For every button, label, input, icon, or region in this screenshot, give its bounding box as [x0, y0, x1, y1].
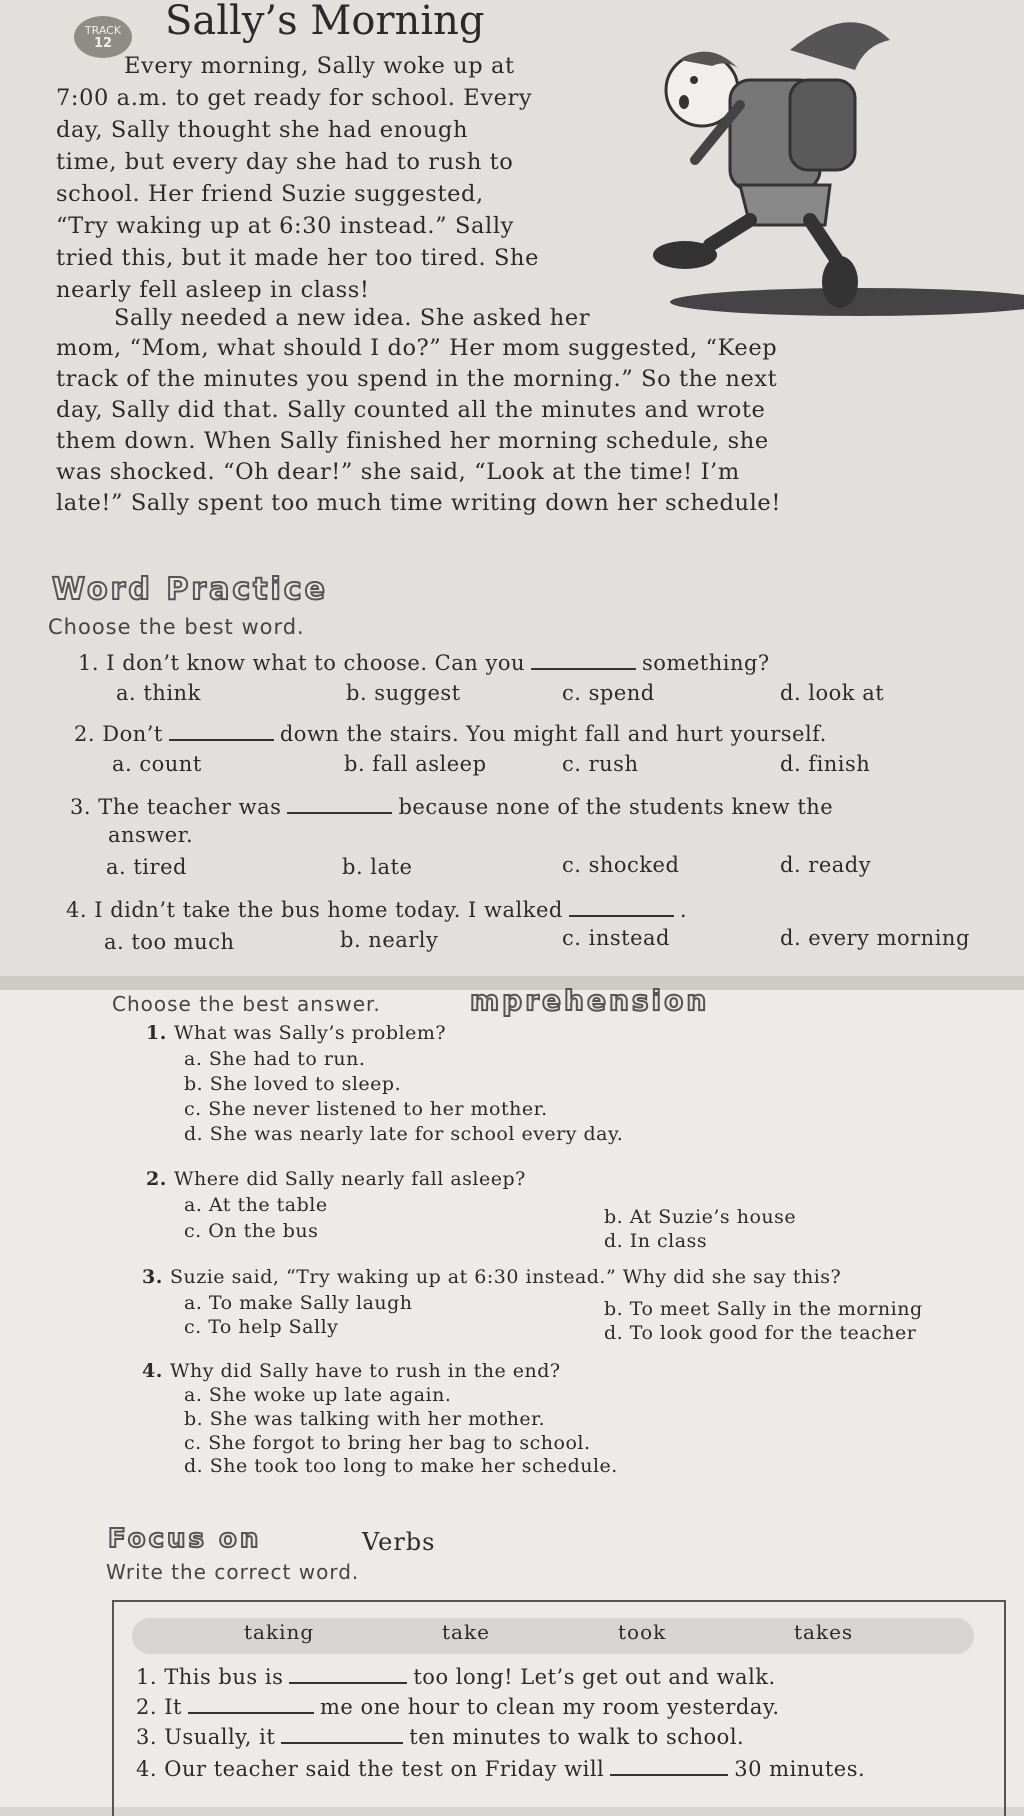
- verb-sentence-1: 1. This bus is too long! Let’s get out and walk.: [136, 1665, 776, 1689]
- track-badge-icon: TRACK 12: [74, 16, 132, 58]
- focus-instruction: Write the correct word.: [106, 1560, 360, 1584]
- story-line: tried this, but it made her too tired. She: [56, 245, 539, 271]
- answer-option[interactable]: c. She forgot to bring her bag to school.: [184, 1432, 591, 1454]
- story-line: time, but every day she had to rush to: [56, 149, 514, 175]
- answer-option[interactable]: d. She was nearly late for school every day.: [184, 1123, 624, 1145]
- answer-option[interactable]: b. To meet Sally in the morning: [604, 1298, 923, 1320]
- answer-option[interactable]: b. She was talking with her mother.: [184, 1408, 546, 1430]
- story-line: track of the minutes you spend in the morning.” So the next: [56, 366, 778, 392]
- verb-sentence-4: 4. Our teacher said the test on Friday will 30 minutes.: [136, 1757, 866, 1781]
- story-line: school. Her friend Suzie suggested,: [56, 181, 484, 207]
- answer-option[interactable]: a. To make Sally laugh: [184, 1292, 413, 1314]
- comprehension-question-1: 1. What was Sally’s problem?: [146, 1022, 447, 1044]
- answer-blank[interactable]: [289, 1664, 407, 1684]
- option[interactable]: c. spend: [562, 681, 655, 705]
- answer-option[interactable]: b. She loved to sleep.: [184, 1073, 402, 1095]
- story-line: nearly fell asleep in class!: [56, 277, 370, 303]
- story-line: day, Sally did that. Sally counted all the minutes and wrote: [56, 397, 766, 423]
- answer-option[interactable]: b. At Suzie’s house: [604, 1206, 797, 1228]
- word-bank-item[interactable]: taking: [244, 1620, 315, 1644]
- story-line: “Try waking up at 6:30 instead.” Sally: [56, 213, 514, 239]
- word-practice-instruction: Choose the best word.: [48, 615, 305, 639]
- option[interactable]: b. suggest: [346, 681, 461, 705]
- story-line: 7:00 a.m. to get ready for school. Every: [56, 85, 533, 111]
- focus-topic: Verbs: [362, 1528, 436, 1556]
- story-line: them down. When Sally finished her morning schedule, she: [56, 428, 769, 454]
- answer-blank[interactable]: [287, 794, 392, 814]
- answer-blank[interactable]: [188, 1694, 314, 1714]
- word-practice-heading: Word Practice: [52, 572, 328, 607]
- comprehension-question-4: 4. Why did Sally have to rush in the end?: [142, 1360, 561, 1382]
- answer-blank[interactable]: [281, 1724, 403, 1744]
- option[interactable]: d. ready: [780, 853, 872, 877]
- option[interactable]: c. rush: [562, 752, 639, 776]
- answer-blank[interactable]: [531, 650, 636, 670]
- comprehension-question-3: 3. Suzie said, “Try waking up at 6:30 instead.” Why did she say this?: [142, 1266, 842, 1288]
- answer-option[interactable]: c. She never listened to her mother.: [184, 1098, 548, 1120]
- answer-option[interactable]: c. On the bus: [184, 1220, 319, 1242]
- answer-option[interactable]: c. To help Sally: [184, 1316, 339, 1338]
- word-bank-item[interactable]: takes: [794, 1620, 854, 1644]
- option[interactable]: a. think: [116, 681, 201, 705]
- option[interactable]: c. shocked: [562, 853, 680, 877]
- answer-option[interactable]: d. She took too long to make her schedule.: [184, 1455, 618, 1477]
- answer-option[interactable]: a. She had to run.: [184, 1048, 366, 1070]
- verb-sentence-3: 3. Usually, it ten minutes to walk to school.: [136, 1725, 745, 1749]
- comprehension-instruction: Choose the best answer.: [112, 992, 381, 1016]
- option[interactable]: a. count: [112, 752, 202, 776]
- running-girl-illustration: [640, 10, 1024, 320]
- story-line: day, Sally thought she had enough: [56, 117, 469, 143]
- question-3: 3. The teacher was because none of the students knew the: [70, 795, 834, 819]
- option[interactable]: b. fall asleep: [344, 752, 487, 776]
- story-line: was shocked. “Oh dear!” she said, “Look at the time! I’m: [56, 459, 740, 485]
- comprehension-heading: mprehension: [470, 984, 710, 1017]
- option[interactable]: a. too much: [104, 930, 235, 954]
- option[interactable]: d. look at: [780, 681, 885, 705]
- word-bank-item[interactable]: take: [442, 1620, 490, 1644]
- answer-option[interactable]: a. At the table: [184, 1194, 328, 1216]
- question-2: 2. Don’t down the stairs. You might fall and hurt yourself.: [74, 722, 827, 746]
- word-bank-item[interactable]: took: [618, 1620, 667, 1644]
- answer-option[interactable]: d. In class: [604, 1230, 708, 1252]
- option[interactable]: b. late: [342, 855, 413, 879]
- comprehension-question-2: 2. Where did Sally nearly fall asleep?: [146, 1168, 526, 1190]
- option[interactable]: a. tired: [106, 855, 187, 879]
- lesson-title: Sally’s Morning: [165, 0, 485, 44]
- story-line: Every morning, Sally woke up at: [124, 53, 515, 79]
- story-line: Sally needed a new idea. She asked her: [114, 305, 591, 331]
- option[interactable]: c. instead: [562, 926, 670, 950]
- answer-blank[interactable]: [569, 897, 674, 917]
- answer-blank[interactable]: [610, 1756, 728, 1776]
- answer-blank[interactable]: [169, 721, 274, 741]
- question-3-continued: answer.: [108, 823, 194, 847]
- answer-option[interactable]: d. To look good for the teacher: [604, 1322, 917, 1344]
- answer-option[interactable]: a. She woke up late again.: [184, 1384, 452, 1406]
- option[interactable]: d. every morning: [780, 926, 970, 950]
- verb-sentence-2: 2. It me one hour to clean my room yesterday.: [136, 1695, 780, 1719]
- story-line: mom, “Mom, what should I do?” Her mom suggested, “Keep: [56, 335, 778, 361]
- story-line: late!” Sally spent too much time writing down her schedule!: [56, 490, 781, 516]
- focus-heading: Focus on: [108, 1524, 262, 1554]
- option[interactable]: b. nearly: [340, 928, 439, 952]
- question-1: 1. I don’t know what to choose. Can you something?: [78, 651, 770, 675]
- option[interactable]: d. finish: [780, 752, 871, 776]
- question-4: 4. I didn’t take the bus home today. I walked .: [66, 898, 688, 922]
